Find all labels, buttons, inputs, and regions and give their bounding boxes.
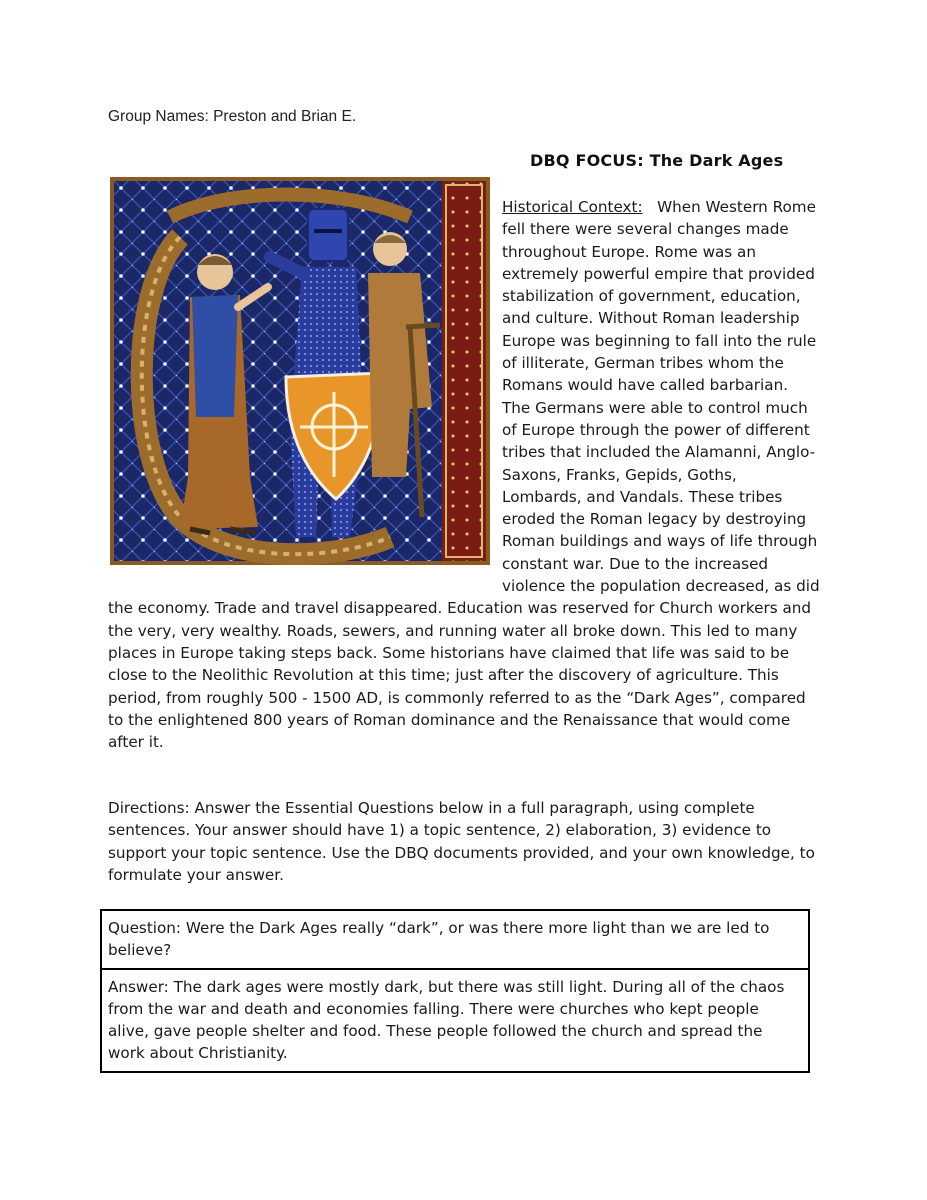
group-names: Group Names: Preston and Brian E.: [108, 108, 357, 125]
question-cell: Question: Were the Dark Ages really “dark”, or was there more light than we are led to believe?: [102, 911, 808, 970]
context-text: When Western Rome fell there were several changes made throughout Europe. Rome was an extremely powerful empire that provided stabilization of government, education, and culture. Without Roman leadership Europe was beginning to fall into the rule of illiterate, German tribes whom the Romans would have called barbarian. The Germans were able to control much of Europe through the power of different tribes that included the Alamanni, Anglo-Saxons, Franks, Gepids, Goths, Lombards, and Vandals. These tribes eroded the Roman legacy by destroying Roman buildings and ways of life through constant war. Due to the increased violence the population decreased, as did the economy. Trade and travel disappeared. Education was reserved for Church workers and the very, very wealthy. Roads, sewers, and running water all broke down. This led to many places in Europe taking steps back. Some historians have claimed that life was said to be close to the Neolithic Revolution at this time; just after the discovery of agriculture. This period, from roughly 500 - 1500 AD, is commonly referred to as the “Dark Ages”, compared to the enlightened 800 years of Roman dominance and the Renaissance that would come after it.: [108, 198, 820, 752]
directions-text: Directions: Answer the Essential Questions below in a full paragraph, using complete sentences. Your answer should have 1) a topic sentence, 2) elaboration, 3) evidence to support your topic sentence. Use the DBQ documents provided, and your own knowledge, to formulate your answer.: [108, 799, 815, 884]
historical-context: [108, 196, 820, 753]
image-float-spacer: [108, 196, 502, 590]
page-title: DBQ FOCUS: The Dark Ages: [530, 151, 784, 170]
answer-cell: Answer: The dark ages were mostly dark, but there was still light. During all of the chaos from the war and death and economies falling. There were churches who kept people alive, gave people shelter and food. These people followed the church and spread the work about Christianity.: [108, 977, 785, 1063]
question-answer-table: [100, 909, 810, 1073]
context-heading: Historical Context:: [502, 198, 643, 216]
